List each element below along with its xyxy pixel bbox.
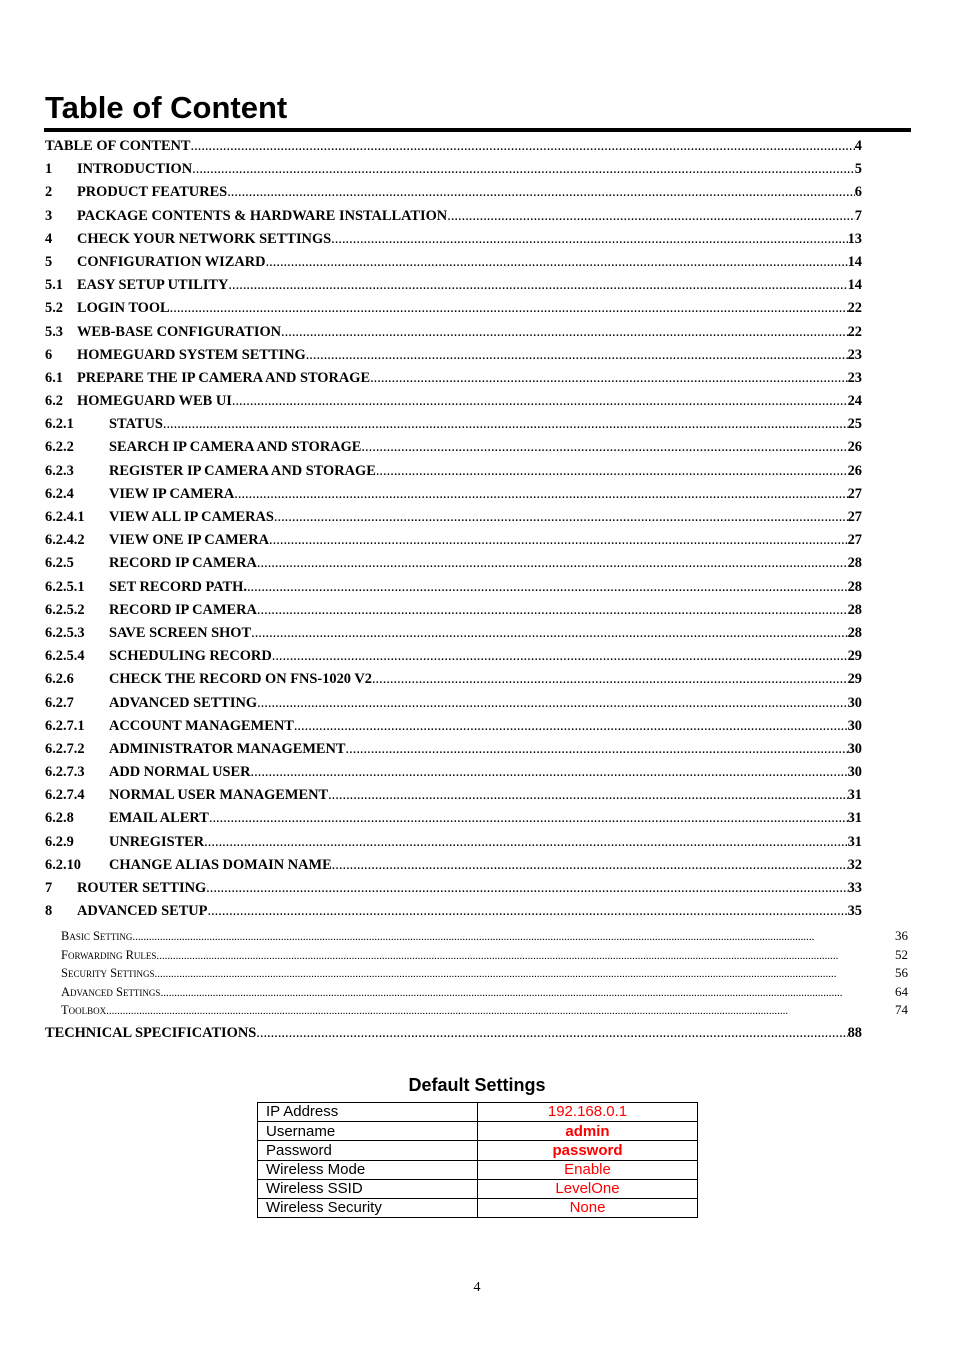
settings-key: Username xyxy=(258,1122,478,1141)
toc-entry-title: PREPARE THE IP CAMERA AND STORAGE xyxy=(77,369,371,386)
toc-leader-dots xyxy=(294,715,848,738)
toc-entry-title: SEARCH IP CAMERA AND STORAGE xyxy=(109,439,362,456)
toc-entry[interactable] xyxy=(45,529,862,552)
toc-entry-number: 6.2.5.3 xyxy=(45,624,85,641)
toc-leader-dots xyxy=(257,552,848,575)
toc-entry-page: 13 xyxy=(847,230,862,247)
toc-entry-title: RECORD IP CAMERA xyxy=(109,601,257,618)
toc-entry-title: ADD NORMAL USER xyxy=(109,764,251,781)
toc-entry-title: REGISTER IP CAMERA AND STORAGE xyxy=(109,462,376,479)
toc-entry-number: 8 xyxy=(45,903,53,920)
toc-entry-page: 23 xyxy=(847,369,862,386)
toc-entry-title: CHANGE ALIAS DOMAIN NAME xyxy=(109,856,332,873)
toc-entry-page: 29 xyxy=(847,648,862,665)
settings-key: Wireless Mode xyxy=(258,1160,478,1179)
toc-entry[interactable] xyxy=(45,877,862,900)
settings-value: Enable xyxy=(478,1160,698,1179)
toc-entry-page: 30 xyxy=(847,740,862,757)
toc-entry-number: 6.2.10 xyxy=(45,856,81,873)
title-underline xyxy=(44,128,911,132)
toc-entry-page: 22 xyxy=(847,300,862,317)
toc-leader-dots xyxy=(227,181,855,204)
settings-key: Password xyxy=(258,1141,478,1160)
toc-entry-number: 6.2.4.2 xyxy=(45,532,85,549)
toc-leader-dots xyxy=(192,158,855,181)
toc-entry[interactable] xyxy=(45,135,862,158)
toc-leader-dots xyxy=(207,900,847,923)
subtoc-entry-title: Forwarding Rules xyxy=(61,947,157,962)
toc-entry-title: VIEW ALL IP CAMERAS xyxy=(109,509,274,525)
settings-value: admin xyxy=(478,1122,698,1141)
toc-entry-page: 6 xyxy=(854,184,862,201)
toc-entry-number: 6.2.5.2 xyxy=(45,601,85,618)
toc-leader-dots xyxy=(204,831,847,854)
settings-row xyxy=(258,1179,698,1198)
toc-entry-title: VIEW ONE IP CAMERA xyxy=(109,532,270,549)
toc-leader-dots xyxy=(346,738,848,761)
toc-entry[interactable] xyxy=(45,599,862,622)
toc-entry[interactable] xyxy=(45,738,862,761)
toc-leader-dots xyxy=(234,483,847,506)
toc-leader-dots xyxy=(376,460,848,483)
toc-entry[interactable] xyxy=(45,854,862,877)
toc-entry[interactable] xyxy=(45,413,862,436)
toc-entry[interactable] xyxy=(45,321,862,344)
toc-entry[interactable] xyxy=(45,228,862,251)
toc-entry-number: 6.2.3 xyxy=(45,462,74,479)
toc-leader-dots xyxy=(228,274,847,297)
subtoc-entry[interactable] xyxy=(61,964,908,983)
toc-entry-number: 6 xyxy=(45,346,53,363)
toc-entry[interactable] xyxy=(45,390,862,413)
toc-entry[interactable] xyxy=(45,251,862,274)
toc-entry-page: 31 xyxy=(847,810,862,827)
toc-entry-title: RECORD IP CAMERA xyxy=(109,555,257,572)
toc-entry-page: 4 xyxy=(854,138,862,154)
toc-entry-page: 35 xyxy=(847,903,862,920)
subtoc-entry[interactable] xyxy=(61,1001,908,1020)
toc-entry-title: PRODUCT FEATURES xyxy=(77,184,228,201)
toc-entry[interactable] xyxy=(45,668,862,691)
toc-leader-dots xyxy=(155,964,893,983)
toc-entry-title: CONFIGURATION WIZARD xyxy=(77,253,266,270)
toc-leader-dots xyxy=(232,390,848,413)
settings-row xyxy=(258,1198,698,1217)
subtoc-entry-title: Security Settings xyxy=(61,966,155,980)
toc-entry-title: TABLE OF CONTENT xyxy=(45,138,191,154)
page-title: Table of Content xyxy=(45,90,288,125)
toc-entry[interactable] xyxy=(45,807,862,830)
toc-entry-page: 30 xyxy=(847,717,862,734)
toc-leader-dots xyxy=(209,807,848,830)
toc-entry-number: 6.2.4 xyxy=(45,485,74,502)
toc-entry-page: 26 xyxy=(847,439,862,456)
toc-leader-dots xyxy=(206,877,847,900)
toc-entry[interactable] xyxy=(45,367,862,390)
toc-entry[interactable] xyxy=(45,576,862,599)
subtoc-entry[interactable] xyxy=(61,927,908,946)
toc-entry-title: ADMINISTRATOR MANAGEMENT xyxy=(109,740,346,757)
toc-entry-page: 27 xyxy=(847,532,862,549)
toc-entry-number: 3 xyxy=(45,207,53,224)
toc-entry-number: 5.2 xyxy=(45,300,63,317)
toc-entry-number: 6.2.6 xyxy=(45,671,74,688)
toc-entry-page: 32 xyxy=(847,856,862,873)
toc-entry-number: 6.1 xyxy=(45,369,63,386)
toc-leader-dots xyxy=(247,576,848,599)
subtoc-entry-title: Advanced Settings xyxy=(61,984,161,999)
toc-leader-dots xyxy=(191,135,855,158)
toc-entry-title: ACCOUNT MANAGEMENT xyxy=(109,717,294,734)
toc-entry-page: 5 xyxy=(854,161,862,178)
toc-entry-page: 31 xyxy=(847,833,862,850)
toc-entry-page: 14 xyxy=(847,277,862,294)
toc-entry-title: SAVE SCREEN SHOT xyxy=(109,624,252,641)
settings-row xyxy=(258,1103,698,1122)
toc-entry-page: 26 xyxy=(847,462,862,479)
toc-entry-title: PACKAGE CONTENTS & HARDWARE INSTALLATION xyxy=(77,207,448,224)
toc-entry[interactable] xyxy=(45,506,862,529)
toc-entry-page: 28 xyxy=(847,601,862,618)
toc-entry-page: 28 xyxy=(847,624,862,641)
toc-entry-title: ADVANCED SETTING xyxy=(109,694,258,711)
toc-entry-page: 28 xyxy=(847,578,862,595)
toc-entry-page: 7 xyxy=(854,207,862,224)
toc-entry-number: 5 xyxy=(45,253,53,270)
toc-entry-title: SCHEDULING RECORD xyxy=(109,648,272,665)
toc-entry-technical-specifications[interactable] xyxy=(45,1022,862,1045)
toc-entry-number: 6.2.5 xyxy=(45,555,74,572)
toc-entry-number: 6.2.7 xyxy=(45,694,74,711)
toc-entry[interactable] xyxy=(45,831,862,854)
toc-entry-title: EMAIL ALERT xyxy=(109,810,209,827)
toc-leader-dots xyxy=(251,622,848,645)
toc-entry-title: EASY SETUP UTILITY xyxy=(77,277,229,294)
toc-entry[interactable] xyxy=(45,181,862,204)
subtoc-entry-page: 74 xyxy=(895,1002,908,1017)
settings-value: 192.168.0.1 xyxy=(478,1103,698,1122)
settings-row xyxy=(258,1141,698,1160)
subtoc-entry-page: 56 xyxy=(895,965,908,980)
toc-entry-page: 29 xyxy=(847,671,862,688)
settings-key: IP Address xyxy=(258,1103,478,1122)
toc-entry-number: 6.2.7.1 xyxy=(45,717,85,734)
toc-entry-number: 4 xyxy=(45,230,53,247)
toc-entry-page: 22 xyxy=(847,323,862,340)
toc-entry[interactable] xyxy=(45,344,862,367)
settings-value: LevelOne xyxy=(478,1179,698,1198)
toc-entry-title: TECHNICAL SPECIFICATIONS xyxy=(45,1025,257,1041)
settings-row xyxy=(258,1122,698,1141)
toc-entry-number: 5.1 xyxy=(45,277,63,294)
default-settings-title: Default Settings xyxy=(408,1075,546,1095)
toc-leader-dots xyxy=(370,367,848,390)
toc-entry-number: 6.2.5.4 xyxy=(45,648,85,665)
toc-entry-number: 5.3 xyxy=(45,323,63,340)
toc-entry-page: 25 xyxy=(847,416,862,433)
toc-entry[interactable] xyxy=(45,274,862,297)
toc-entry[interactable] xyxy=(45,158,862,181)
toc-entry-page: 31 xyxy=(847,787,862,804)
toc-entry-title: WEB-BASE CONFIGURATION xyxy=(77,323,282,340)
toc-leader-dots xyxy=(372,668,848,691)
toc-entry-page: 33 xyxy=(847,880,862,896)
toc-leader-dots xyxy=(281,321,848,344)
toc-entry[interactable] xyxy=(45,483,862,506)
toc-leader-dots xyxy=(132,927,893,946)
toc-leader-dots xyxy=(257,692,848,715)
toc-leader-dots xyxy=(306,344,848,367)
toc-entry-title: ROUTER SETTING xyxy=(77,880,207,896)
toc-leader-dots xyxy=(361,436,847,459)
toc-entry-number: 2 xyxy=(45,184,53,201)
subtoc-entry-page: 64 xyxy=(895,983,908,999)
page-number: 4 xyxy=(473,1280,481,1295)
toc-entry-title: VIEW IP CAMERA xyxy=(109,485,235,502)
settings-value: None xyxy=(478,1198,698,1217)
toc-leader-dots xyxy=(328,784,848,807)
toc-leader-dots xyxy=(272,645,848,668)
toc-entry-title: LOGIN TOOL xyxy=(77,300,170,317)
toc-entry-title: HOMEGUARD SYSTEM SETTING xyxy=(77,346,306,363)
toc-leader-dots xyxy=(170,297,848,320)
subtoc-entry-page: 36 xyxy=(895,928,908,943)
toc-entry-title: CHECK THE RECORD ON FNS-1020 V2 xyxy=(109,671,372,688)
toc-entry-title: INTRODUCTION xyxy=(77,161,193,178)
toc-leader-dots xyxy=(156,946,893,965)
subtoc-entry[interactable] xyxy=(61,983,908,1002)
settings-value: password xyxy=(478,1141,698,1160)
toc-entry-number: 6.2.8 xyxy=(45,810,74,827)
table-of-contents xyxy=(45,135,862,923)
toc-entry-page: 30 xyxy=(847,694,862,711)
toc-entry-title: UNREGISTER xyxy=(109,833,205,850)
sub-table-of-contents xyxy=(61,927,908,1020)
toc-leader-dots xyxy=(256,1022,847,1045)
toc-entry-title: HOMEGUARD WEB UI xyxy=(77,393,232,410)
toc-entry-page: 30 xyxy=(847,764,862,781)
toc-entry-page: 27 xyxy=(847,485,862,502)
toc-leader-dots xyxy=(257,599,848,622)
toc-entry-number: 6.2.1 xyxy=(45,416,74,433)
toc-entry-number: 7 xyxy=(45,880,53,896)
toc-entry-title: ADVANCED SETUP xyxy=(77,903,208,920)
toc-leader-dots xyxy=(269,529,848,552)
settings-key: Wireless Security xyxy=(258,1198,478,1217)
toc-entry-number: 6.2.7.2 xyxy=(45,740,85,757)
toc-entry-page: 24 xyxy=(847,393,862,410)
toc-entry[interactable] xyxy=(45,436,862,459)
toc-entry[interactable] xyxy=(45,692,862,715)
toc-entry[interactable] xyxy=(45,460,862,483)
toc-leader-dots xyxy=(331,228,847,251)
toc-entry-page: 14 xyxy=(847,253,862,270)
toc-leader-dots xyxy=(266,251,848,274)
toc-leader-dots xyxy=(332,854,848,877)
toc-entry-page: 27 xyxy=(847,509,862,525)
toc-entry-number: 6.2.7.4 xyxy=(45,787,85,804)
subtoc-entry-title: Basic Setting xyxy=(61,929,133,943)
toc-entry[interactable] xyxy=(45,622,862,645)
subtoc-entry-title: Toolbox xyxy=(61,1003,107,1017)
toc-entry[interactable] xyxy=(45,761,862,784)
toc-entry-page: 23 xyxy=(847,346,862,363)
toc-entry-number: 6.2.9 xyxy=(45,833,74,850)
toc-entry-number: 6.2.7.3 xyxy=(45,764,85,781)
settings-key: Wireless SSID xyxy=(258,1179,478,1198)
toc-entry[interactable] xyxy=(45,552,862,575)
toc-entry[interactable] xyxy=(45,715,862,738)
toc-entry-title: CHECK YOUR NETWORK SETTINGS xyxy=(77,230,332,247)
settings-row xyxy=(258,1160,698,1179)
toc-leader-dots xyxy=(163,413,848,436)
toc-entry-number: 6.2.2 xyxy=(45,439,74,456)
toc-entry-title: STATUS xyxy=(109,416,163,433)
toc-entry[interactable] xyxy=(45,645,862,668)
toc-leader-dots xyxy=(274,506,848,529)
toc-entry[interactable] xyxy=(45,784,862,807)
toc-entry-number: 1 xyxy=(45,161,53,178)
subtoc-entry[interactable] xyxy=(61,946,908,965)
toc-entry[interactable] xyxy=(45,900,862,923)
toc-entry-page: 88 xyxy=(847,1025,862,1041)
toc-leader-dots xyxy=(447,205,855,228)
toc-leader-dots xyxy=(106,1001,893,1020)
toc-entry-page: 28 xyxy=(847,555,862,572)
default-settings-table xyxy=(257,1102,698,1218)
toc-entry-number: 6.2.4.1 xyxy=(45,509,85,525)
toc-entry-title: SET RECORD PATH. xyxy=(109,578,247,595)
toc-entry-number: 6.2.5.1 xyxy=(45,578,85,595)
toc-entry[interactable] xyxy=(45,297,862,320)
subtoc-entry-page: 52 xyxy=(895,946,908,962)
toc-leader-dots xyxy=(160,983,893,1002)
toc-entry-title: NORMAL USER MANAGEMENT xyxy=(109,787,329,804)
toc-entry-number: 6.2 xyxy=(45,393,63,410)
toc-leader-dots xyxy=(251,761,848,784)
toc-entry[interactable] xyxy=(45,205,862,228)
